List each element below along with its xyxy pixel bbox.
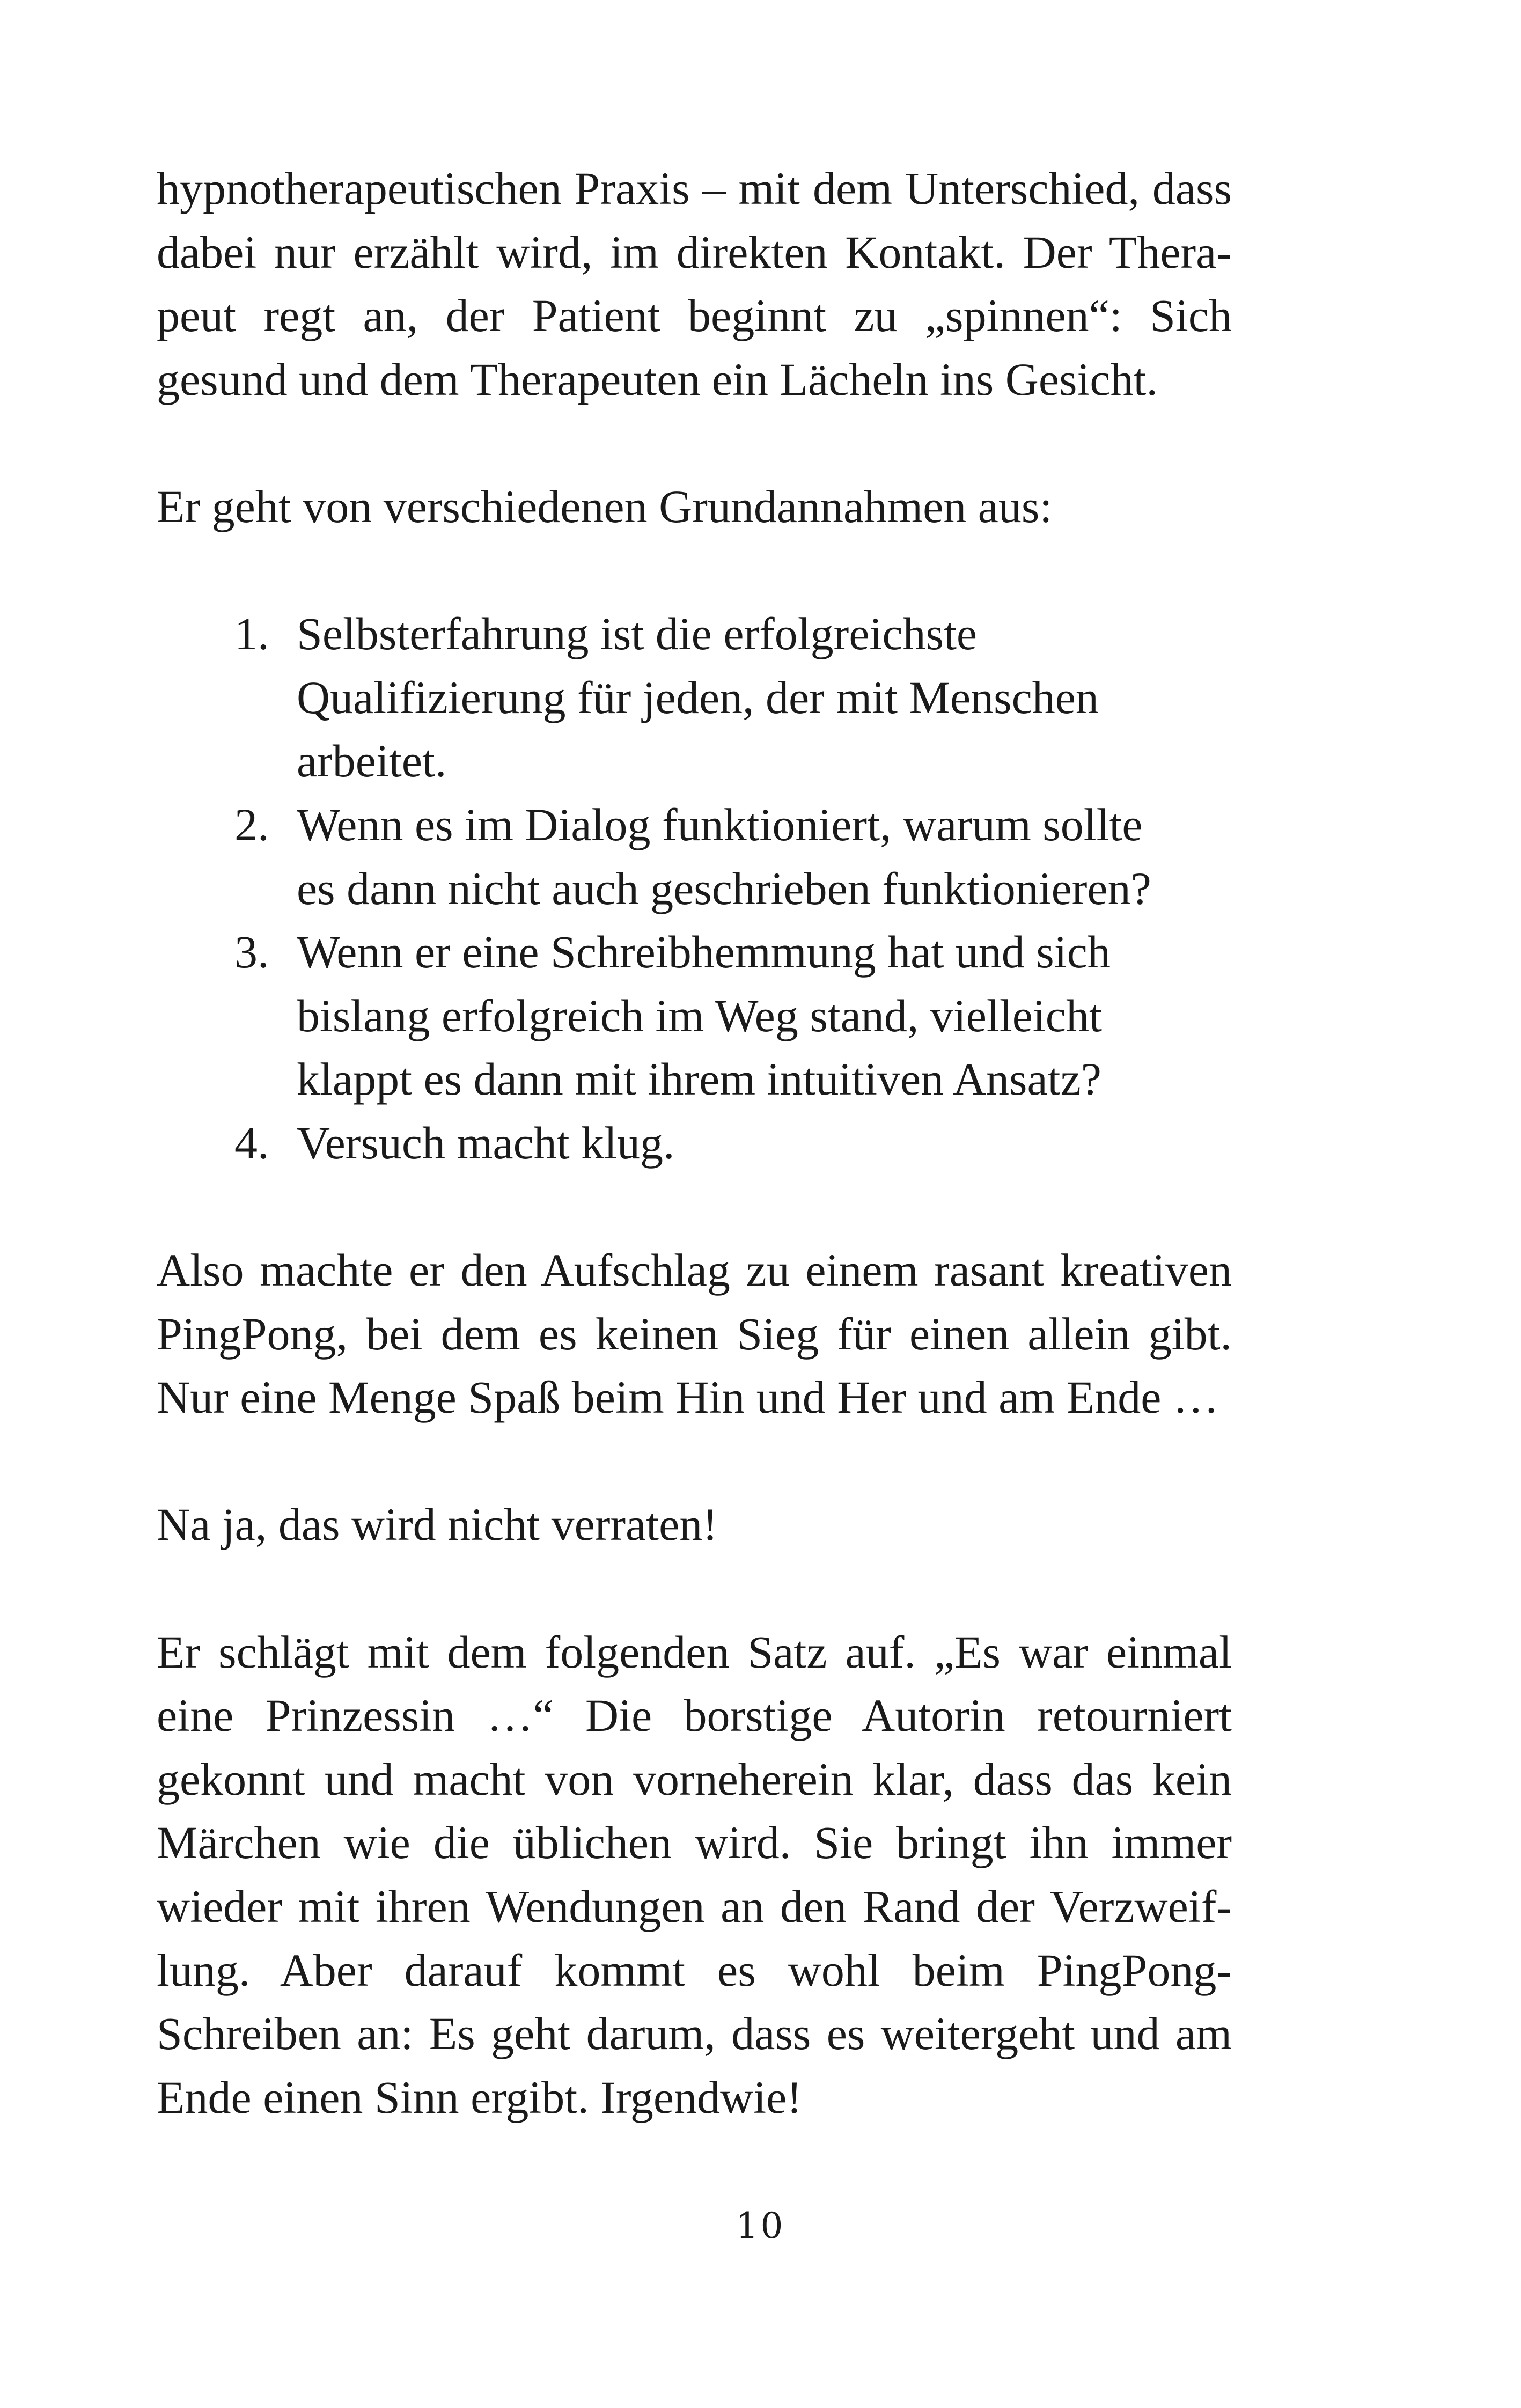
text-line: Also machte er den Aufschlag zu einem rasant kreativen [157, 1244, 1232, 1296]
blank-line [157, 411, 1232, 475]
list-number: 2. [234, 798, 269, 850]
list-item-line [157, 729, 1232, 793]
text-line: Nur eine Menge Spaß beim Hin und Her und am Ende … [157, 1371, 1219, 1423]
paragraph [157, 157, 1232, 411]
list-item-text: Wenn es im Dialog funktioniert, warum sollte [297, 798, 1143, 850]
text-line: dabei nur erzählt wird, im direkten Kontakt. Der Thera- [157, 226, 1232, 278]
list-item-text: Selbsterfahrung ist die erfolgreichste [297, 608, 978, 660]
list-item-line [157, 666, 1232, 730]
paragraph [157, 1620, 1232, 2130]
numbered-list [157, 602, 1232, 1174]
list-item-line [157, 920, 1232, 984]
list-number: 3. [234, 926, 269, 978]
list-item-text: Wenn er eine Schreibhemmung hat und sich [297, 926, 1111, 978]
list-number: 1. [234, 608, 269, 660]
list-item-line [157, 793, 1232, 857]
paragraph [157, 475, 1232, 539]
text-line: Märchen wie die üblichen wird. Sie bringt ihn immer [157, 1817, 1232, 1869]
text-line: gesund und dem Therapeuten ein Lächeln ins Gesicht. [157, 353, 1158, 405]
list-item-line [157, 602, 1232, 666]
list-item-text: es dann nicht auch geschrieben funktionieren? [297, 862, 1151, 914]
text-line: Schreiben an: Es geht darum, dass es weitergeht und am [157, 2008, 1232, 2060]
text-line: peut regt an, der Patient beginnt zu „spinnen“: Sich [157, 290, 1232, 342]
list-item-line [157, 1047, 1232, 1111]
list-item-line [157, 857, 1232, 921]
blank-line [157, 1175, 1232, 1239]
list-number: 4. [234, 1117, 269, 1169]
list-item-line [157, 1111, 1232, 1175]
list-item-text: klappt es dann mit ihrem intuitiven Ansatz? [297, 1053, 1101, 1105]
text-line: eine Prinzessin …“ Die borstige Autorin retourniert [157, 1690, 1232, 1742]
list-item-text: Qualifizierung für jeden, der mit Menschen [297, 671, 1099, 723]
text-line: Er schlägt mit dem folgenden Satz auf. „Es war einmal [157, 1626, 1232, 1678]
blank-line [157, 1429, 1232, 1493]
text-line: Ende einen Sinn ergibt. Irgendwie! [157, 2071, 802, 2123]
text-line: hypnotherapeutischen Praxis – mit dem Unterschied, dass [157, 163, 1232, 214]
list-item-text: arbeitet. [297, 735, 447, 787]
page-body [157, 157, 1232, 2129]
text-line: PingPong, bei dem es keinen Sieg für einen allein gibt. [157, 1308, 1232, 1360]
paragraph [157, 1238, 1232, 1429]
text-line: wieder mit ihren Wendungen an den Rand der Verzweif- [157, 1881, 1232, 1933]
blank-line [157, 1557, 1232, 1620]
text-line: gekonnt und macht von vorneherein klar, dass das kein [157, 1753, 1232, 1805]
text-line: Er geht von verschiedenen Grundannahmen aus: [157, 480, 1053, 532]
page-number: 10 [736, 2205, 785, 2247]
blank-line [157, 539, 1232, 603]
text-line: lung. Aber darauf kommt es wohl beim PingPong- [157, 1944, 1232, 1996]
list-item-line [157, 984, 1232, 1048]
list-item-text: Versuch macht klug. [297, 1117, 675, 1169]
paragraph [157, 1493, 1232, 1557]
list-item-text: bislang erfolgreich im Weg stand, vielleicht [297, 989, 1102, 1041]
text-line: Na ja, das wird nicht verraten! [157, 1499, 718, 1551]
